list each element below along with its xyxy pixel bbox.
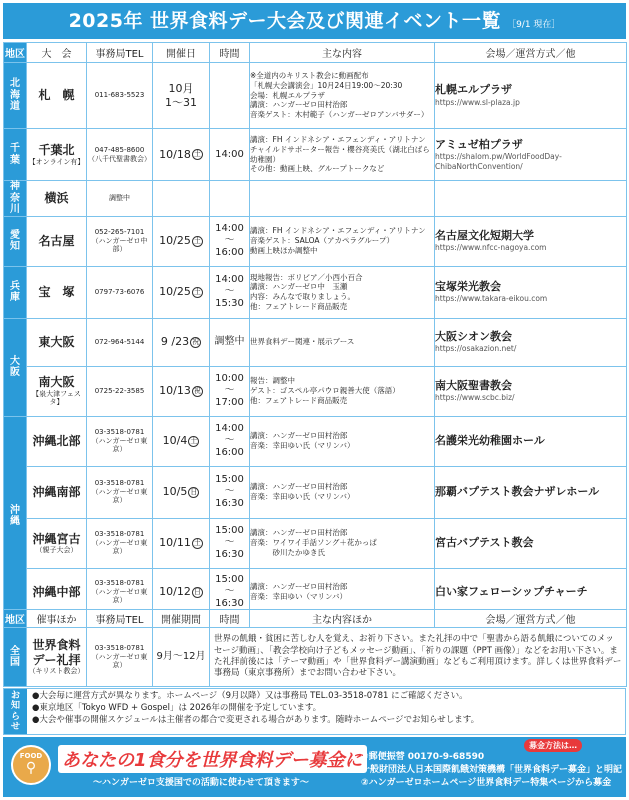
event-content: 講演：ハンガーゼロ田村治郎 音楽：幸田ゆい氏（マリンバ） (250, 466, 435, 518)
event-venue (435, 181, 627, 217)
event-tel (87, 216, 153, 266)
event-venue (435, 318, 627, 366)
event-venue-name: 大阪シオン教会 (435, 329, 512, 343)
event-area (27, 216, 87, 266)
event-area-name: 千葉北 (38, 143, 75, 158)
header-venue: 会場／運営方式／他 (435, 43, 627, 63)
event-area (27, 266, 87, 318)
event-area-name: 沖縄中部 (32, 584, 81, 599)
other-area (27, 628, 87, 687)
event-venue-name: 南大阪聖書教会 (435, 378, 512, 392)
event-tel-sub: （ハンガーゼロ東京） (91, 538, 148, 556)
other-header-row (4, 610, 627, 628)
header-region: 地区 (4, 43, 27, 63)
event-content: ※全道内のキリスト教会に動画配布 「札幌大会講演会」10月24日19:00～20:30 会場：札幌エルプラザ 講演：ハンガーゼロ田村治郎 音楽ゲスト：木村範子（ハンガーゼロアンバサダー） (250, 63, 435, 129)
event-date (153, 466, 210, 518)
event-content: 講演：ハンガーゼロ田村治郎 音楽：幸田ゆい（マリンバ） (250, 568, 435, 616)
event-tel-sub: （ハンガーゼロ東京） (91, 436, 148, 454)
event-date (153, 518, 210, 568)
event-date (153, 416, 210, 466)
event-time: 14:00 ～ 16:00 (210, 216, 250, 266)
event-date (153, 63, 210, 129)
event-venue-url[interactable]: https://www.takara-eikou.com (435, 294, 548, 304)
event-venue-url[interactable]: https://shalom.pw/WorldFoodDay-ChibaNorthConvention/ (435, 151, 562, 171)
event-tel-sub: （ハンガーゼロ東京） (91, 487, 148, 505)
donation-banner (3, 737, 626, 797)
payment-methods (361, 751, 622, 790)
event-date (153, 181, 210, 217)
region-hokkaido: 北海道 (4, 63, 27, 129)
event-area-name: 沖縄南部 (32, 484, 81, 499)
other-area-sub: （キリスト教会） (28, 667, 85, 676)
weekday-badge: 祝 (192, 337, 200, 346)
region-hyogo: 兵庫 (4, 266, 27, 318)
event-tel (87, 518, 153, 568)
table-row (4, 129, 627, 181)
weekday-badge: 日 (190, 487, 198, 496)
payment-badge: 募金方法は… (524, 739, 582, 752)
region-okinawa: 沖縄 (4, 416, 27, 616)
event-content: 現地報告：ボリビア／小西小百合 講演：ハンガーゼロ中 玉瀬 内容：みんなで取りましょう。 他：フェアトレード商品販売 (250, 266, 435, 318)
table-row (4, 466, 627, 518)
event-venue-name: 白い家フェローシップチャーチ (435, 584, 588, 598)
table-row (4, 416, 627, 466)
event-venue (435, 416, 627, 466)
region-osaka: 大阪 (4, 318, 27, 416)
other-header-time: 時間 (210, 610, 250, 628)
event-date-text: 10/11 (159, 536, 191, 550)
event-date (153, 129, 210, 181)
event-date-text: 10月 1～31 (165, 81, 197, 109)
event-time: 10:00 ～ 17:00 (210, 366, 250, 416)
event-tel-sub: （ハンガーゼロ中部） (91, 236, 148, 254)
notice-box (3, 688, 626, 735)
region-kanagawa: 神奈川 (4, 181, 27, 217)
food-icon: FOOD ⚲ (11, 745, 51, 785)
event-area-name: 名古屋 (38, 233, 75, 248)
event-date (153, 216, 210, 266)
event-tel (87, 129, 153, 181)
event-time: 15:00 ～ 16:30 (210, 568, 250, 616)
table-row (4, 216, 627, 266)
table-row (4, 181, 627, 217)
event-venue-name: アミュゼ柏プラザ (435, 137, 523, 151)
event-tel (87, 416, 153, 466)
event-area (27, 366, 87, 416)
event-date-text: 9 /23 (160, 335, 190, 349)
title-bar (3, 3, 626, 39)
event-time (210, 63, 250, 129)
event-area-name: 南大阪 (38, 375, 75, 390)
event-date-text: 10/13 (159, 384, 191, 398)
event-area (27, 318, 87, 366)
event-area-name: 宝 塚 (38, 284, 75, 299)
event-content: 講演：ハンガーゼロ田村治郎 音楽：幸田ゆい氏（マリンバ） (250, 416, 435, 466)
event-time: 調整中 (210, 318, 250, 366)
notice-label: お知らせ (4, 689, 27, 734)
other-events-table (3, 609, 627, 687)
event-venue (435, 129, 627, 181)
event-venue-url[interactable]: https://osakazion.net/ (435, 344, 517, 354)
fork-spoon-icon: ⚲ (25, 760, 37, 776)
event-venue-name: 那覇バプテスト教会ナザレホール (435, 484, 600, 498)
event-date-text: 10/12 (159, 585, 191, 599)
event-area (27, 63, 87, 129)
event-time: 14:00 (210, 129, 250, 181)
event-time: 14:00 ～ 15:30 (210, 266, 250, 318)
payment-line: ①郵便振替 00170-9-68590 (361, 752, 485, 762)
other-header-region: 地区 (4, 610, 27, 628)
weekday-badge: 土 (193, 287, 201, 296)
event-tel (87, 466, 153, 518)
events-table (3, 42, 627, 617)
event-date (153, 266, 210, 318)
other-tel (87, 628, 153, 687)
other-description: 世界の飢餓・貧困に苦しむ人を覚え、お祈り下さい。また礼拝の中で「聖書から語る飢餓についてのメッセージ動画」、「教会学校向け子どもメッセージ動画」、「祈りの課題（PPT 画像）」などをお用い下さい。また礼拝前後には「テーマ動画」や「世界食料デー講演動画」などもご利用頂けます。詳しくは世界食料デー事務局（東京事務所）までお問い合わせ下さい。 (210, 628, 627, 687)
event-time (210, 181, 250, 217)
region-chiba: 千葉 (4, 129, 27, 181)
event-venue-name: 宝塚栄光教会 (435, 279, 501, 293)
event-area-name: 札 幌 (38, 88, 75, 103)
event-tel-number: 03-3518-0781 (94, 529, 145, 538)
weekday-badge: 日 (193, 587, 201, 596)
page-title: 2025年 世界食料デー大会及び関連イベント一覧 (68, 10, 502, 32)
event-venue-name: 名護栄光幼稚園ホール (435, 433, 545, 447)
other-tel-number: 03-3518-0781 (94, 643, 145, 652)
weekday-badge: 土 (190, 436, 198, 445)
event-area (27, 416, 87, 466)
event-date (153, 318, 210, 366)
event-venue (435, 518, 627, 568)
event-date-text: 10/25 (159, 285, 191, 299)
other-date: 9月～12月 (153, 628, 210, 687)
event-venue-name: 名古屋文化短期大学 (435, 228, 534, 242)
event-time: 15:00 ～ 16:30 (210, 466, 250, 518)
event-tel (87, 266, 153, 318)
event-area-sub: （親子大会） (35, 546, 78, 554)
header-time: 時間 (210, 43, 250, 63)
event-tel-number: 072-964-5144 (94, 337, 145, 346)
event-tel-number: 03-3518-0781 (94, 478, 145, 487)
payment-line: ②ハンガーゼロホームページ世界食料デー特集ページから募金 (361, 778, 612, 789)
notice-line: ●大会毎に運営方式が異なります。ホームページ（9月以降）又は事務局 TEL.03-3518-0781 にご確認ください。 (32, 691, 468, 701)
event-tel-number: 03-3518-0781 (94, 578, 145, 587)
other-header-venue: 会場／運営方式／他 (435, 610, 627, 628)
event-content: 世界食料デー関連・展示ブース (250, 318, 435, 366)
notice-body (27, 689, 625, 734)
event-tel (87, 63, 153, 129)
event-venue-url[interactable]: https://www.nfcc-nagoya.com (435, 243, 547, 253)
header-content: 主な内容 (250, 43, 435, 63)
event-tel (87, 366, 153, 416)
other-area-name: 世界食料デー礼拝 (32, 638, 81, 667)
event-tel-number: 052-265-7101 (94, 227, 145, 236)
notice-line: ●大会や催事の開催スケジュールは主催者の都合で変更される場合があります。随時ホームページでお知らせします。 (32, 714, 480, 725)
payment-line: 一般財団法人日本国際飢餓対策機構「世界食料デー募金」と明記 (361, 765, 623, 776)
event-venue (435, 266, 627, 318)
event-area-sub: 【オンライン有】 (28, 157, 85, 166)
event-tel-number: 047-485-8600 (94, 145, 145, 154)
event-date-text: 10/5 (162, 485, 188, 499)
region-aichi: 愛知 (4, 216, 27, 266)
event-tel-sub: （八千代聖書教会） (88, 154, 151, 163)
slogan: あなたの1食分を世界食料デー募金に (58, 745, 367, 773)
other-header-tel: 事務局TEL (87, 610, 153, 628)
event-date-text: 10/18 (159, 147, 191, 161)
other-header-content: 主な内容ほか (250, 610, 435, 628)
event-content (250, 181, 435, 217)
event-content: 講演：FH インドネシア・エフェンディ・アリトナン 音楽ゲスト：SALOA（アカペラグループ） 動画上映ほか調整中 (250, 216, 435, 266)
other-tel-sub: （ハンガーゼロ東京） (91, 652, 148, 670)
event-venue-url[interactable]: https://www.sl-plaza.jp (435, 97, 520, 107)
header-date: 開催日 (153, 43, 210, 63)
event-tel-number: 011-683-5523 (94, 91, 145, 100)
event-venue-name: 宮古バプテスト教会 (435, 535, 534, 549)
notice-line: ●東京地区「Tokyo WFD + Gospel」は 2026年の開催を予定しています。 (32, 702, 322, 713)
event-venue (435, 366, 627, 416)
event-area (27, 181, 87, 217)
other-row (4, 628, 627, 687)
other-header-date: 開催期間 (153, 610, 210, 628)
event-time: 15:00 ～ 16:30 (210, 518, 250, 568)
table-header-row (4, 43, 627, 63)
header-area: 大 会 (27, 43, 87, 63)
event-area-name: 横浜 (44, 191, 69, 206)
event-area-name: 沖縄北部 (32, 433, 81, 448)
other-header-area: 催事ほか (27, 610, 87, 628)
table-row (4, 63, 627, 129)
event-time: 14:00 ～ 16:00 (210, 416, 250, 466)
event-tel-number: 0797-73-6076 (94, 287, 145, 296)
event-venue (435, 63, 627, 129)
event-venue-url[interactable]: https://www.scbc.biz/ (435, 393, 515, 403)
event-area (27, 466, 87, 518)
event-date-text: 10/25 (159, 234, 191, 248)
weekday-badge: 土 (193, 236, 201, 245)
region-zenkoku: 全国 (4, 628, 27, 687)
header-tel: 事務局TEL (87, 43, 153, 63)
event-date-text: 10/4 (162, 434, 188, 448)
event-area (27, 518, 87, 568)
event-tel-number: 0725-22-3585 (94, 386, 145, 395)
event-area (27, 129, 87, 181)
event-venue (435, 466, 627, 518)
event-tel (87, 318, 153, 366)
event-area-name: 沖縄宮古 (32, 531, 81, 546)
table-row (4, 366, 627, 416)
table-row (4, 318, 627, 366)
event-area-name: 東大阪 (38, 334, 75, 349)
event-area-sub: 【泉大津フェスタ】 (32, 389, 81, 407)
event-tel-sub: （ハンガーゼロ東京） (91, 587, 148, 605)
event-content: 報告：調整中 ゲスト：ゴスペル亭パウロ親善大使（落語） 他：フェアトレード商品販売 (250, 366, 435, 416)
event-date (153, 366, 210, 416)
title-date: ［9/1 現在］ (507, 20, 561, 30)
event-content: 講演：FH インドネシア・エフェンディ・アリトナン チャイルドサポーター報告・櫻谷亮美氏（湖北白ばら幼稚園） その他：動画上映、グループトークなど (250, 129, 435, 181)
event-tel-number: 03-3518-0781 (94, 427, 145, 436)
weekday-badge: 土 (193, 150, 201, 159)
event-content: 講演：ハンガーゼロ田村治郎 音楽：ワイワイ手話ソング＋花かっぱ 砂川たかゆき氏 (250, 518, 435, 568)
table-row (4, 518, 627, 568)
event-venue (435, 216, 627, 266)
table-row (4, 266, 627, 318)
event-venue-name: 札幌エルプラザ (435, 83, 512, 97)
weekday-badge: 祝 (193, 386, 201, 395)
weekday-badge: 土 (193, 538, 201, 547)
event-tel (87, 181, 153, 217)
event-tel-number: 調整中 (109, 193, 130, 202)
slogan-sub: ～ハンガーゼロ支援国での活動に使わせて頂きます～ (93, 778, 309, 788)
